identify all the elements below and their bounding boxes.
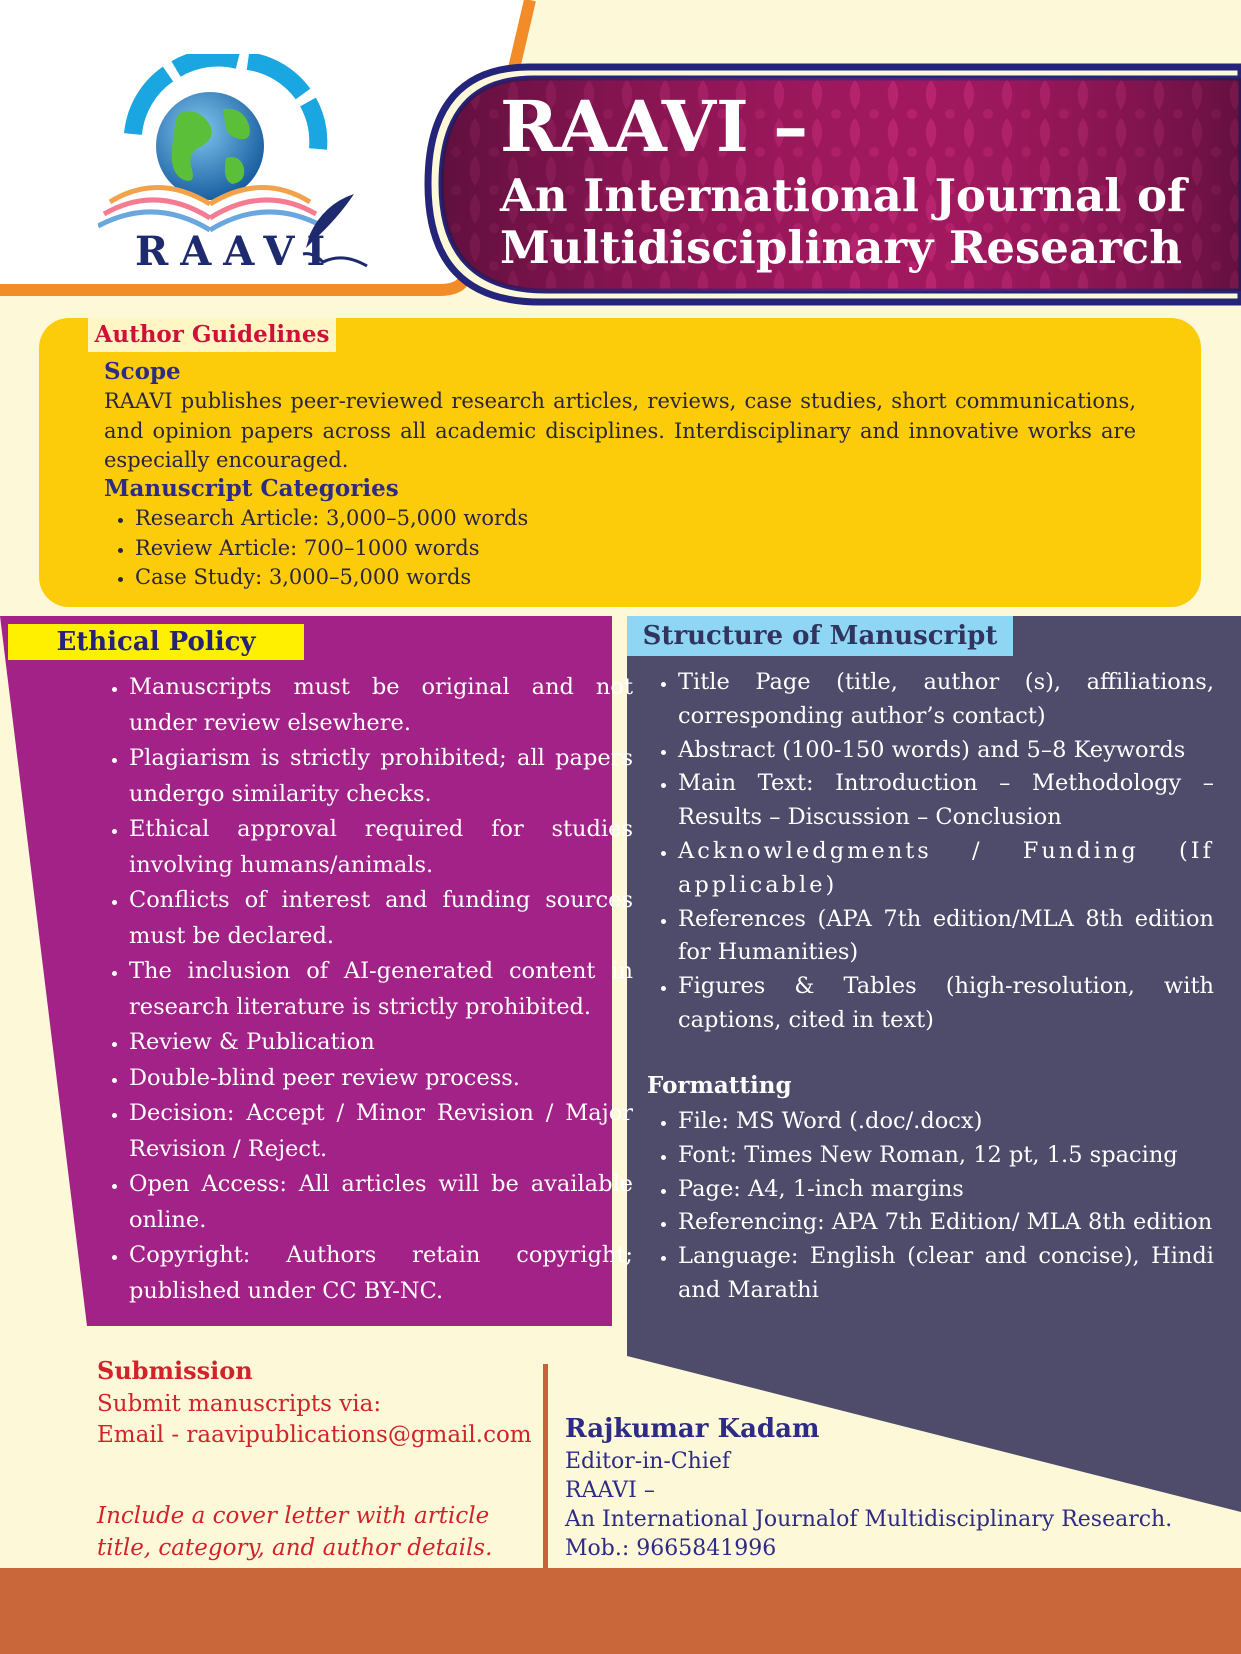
editor-journal-line2: An International Journalof Multidisciplinary Research. bbox=[565, 1507, 1173, 1532]
list-item: • Main Text: Introduction – Methodology – Results – Discussion – Conclusion bbox=[678, 767, 1214, 835]
list-item: • Title Page (title, author (s), affiliations, corresponding author’s contact) bbox=[678, 666, 1214, 734]
editor-name: Rajkumar Kadam bbox=[565, 1414, 820, 1444]
editor-journal-line1: RAAVI – bbox=[565, 1478, 655, 1503]
journal-title: RAAVI – bbox=[500, 85, 809, 168]
list-item: • File: MS Word (.doc/.docx) bbox=[678, 1105, 1214, 1139]
list-item: • Review Article: 700–1000 words bbox=[135, 534, 528, 564]
list-item: • Font: Times New Roman, 12 pt, 1.5 spacing bbox=[678, 1139, 1214, 1173]
submission-heading: Submission bbox=[97, 1356, 253, 1385]
editor-mobile[interactable]: Mob.: 9665841996 bbox=[565, 1536, 777, 1561]
list-item: • Acknowledgments / Funding (If applicable) bbox=[678, 835, 1214, 903]
list-item: • Referencing: APA 7th Edition/ MLA 8th edition bbox=[678, 1206, 1214, 1240]
journal-subtitle-line2: Multidisciplinary Research bbox=[500, 221, 1182, 274]
structure-list bbox=[647, 666, 1214, 1038]
list-item: • Ethical approval required for studies involving humans/animals. bbox=[129, 812, 633, 883]
list-item: • The inclusion of AI-generated content in research literature is strictly prohibited. bbox=[129, 954, 633, 1025]
list-item: • Page: A4, 1-inch margins bbox=[678, 1173, 1214, 1207]
list-item: • References (APA 7th edition/MLA 8th edition for Humanities) bbox=[678, 903, 1214, 971]
submission-email[interactable]: Email - raavipublications@gmail.com bbox=[97, 1422, 532, 1448]
divider bbox=[543, 1364, 548, 1569]
ethical-policy-tag: Ethical Policy bbox=[8, 624, 304, 660]
scope-heading: Scope bbox=[104, 358, 181, 385]
list-item: • Plagiarism is strictly prohibited; all papers undergo similarity checks. bbox=[129, 741, 633, 812]
cover-letter-note: Include a cover letter with article title, category, and author details. bbox=[97, 1503, 493, 1561]
categories-list bbox=[104, 504, 528, 593]
formatting-heading: Formatting bbox=[647, 1072, 792, 1099]
list-item: • Manuscripts must be original and not under review elsewhere. bbox=[129, 670, 633, 741]
list-item: • Conflicts of interest and funding sources must be declared. bbox=[129, 883, 633, 954]
list-item: • Language: English (clear and concise), Hindi and Marathi bbox=[678, 1240, 1214, 1308]
journal-subtitle bbox=[500, 170, 1200, 274]
list-item: • Copyright: Authors retain copyright; published under CC BY-NC. bbox=[129, 1238, 633, 1309]
list-item: • Decision: Accept / Minor Revision / Major Revision / Reject. bbox=[129, 1096, 633, 1167]
logo-wordmark: RAAVI bbox=[135, 228, 338, 275]
list-item: • Abstract (100-150 words) and 5–8 Keywords bbox=[678, 734, 1214, 768]
formatting-list bbox=[647, 1105, 1214, 1308]
categories-heading: Manuscript Categories bbox=[104, 475, 399, 502]
scope-text: RAAVI publishes peer-reviewed research articles, reviews, case studies, short communications, and opinion papers across all academic disciplines. Interdisciplinary and innovative works are especially encouraged. bbox=[104, 389, 1136, 472]
submission-instruction: Submit manuscripts via: bbox=[97, 1391, 382, 1417]
list-item: • Research Article: 3,000–5,000 words bbox=[135, 504, 528, 534]
list-item: • Double-blind peer review process. bbox=[129, 1061, 633, 1097]
journal-subtitle-line1: An International Journal of bbox=[500, 169, 1187, 222]
editor-role: Editor-in-Chief bbox=[565, 1449, 731, 1474]
list-item: • Open Access: All articles will be available online. bbox=[129, 1167, 633, 1238]
structure-tag: Structure of Manuscript bbox=[627, 616, 1013, 656]
author-guidelines-tag: Author Guidelines bbox=[88, 318, 336, 352]
list-item: • Case Study: 3,000–5,000 words bbox=[135, 563, 528, 593]
list-item: • Review & Publication bbox=[129, 1025, 633, 1061]
list-item: • Figures & Tables (high-resolution, with captions, cited in text) bbox=[678, 970, 1214, 1038]
ethical-policy-list bbox=[98, 670, 633, 1309]
